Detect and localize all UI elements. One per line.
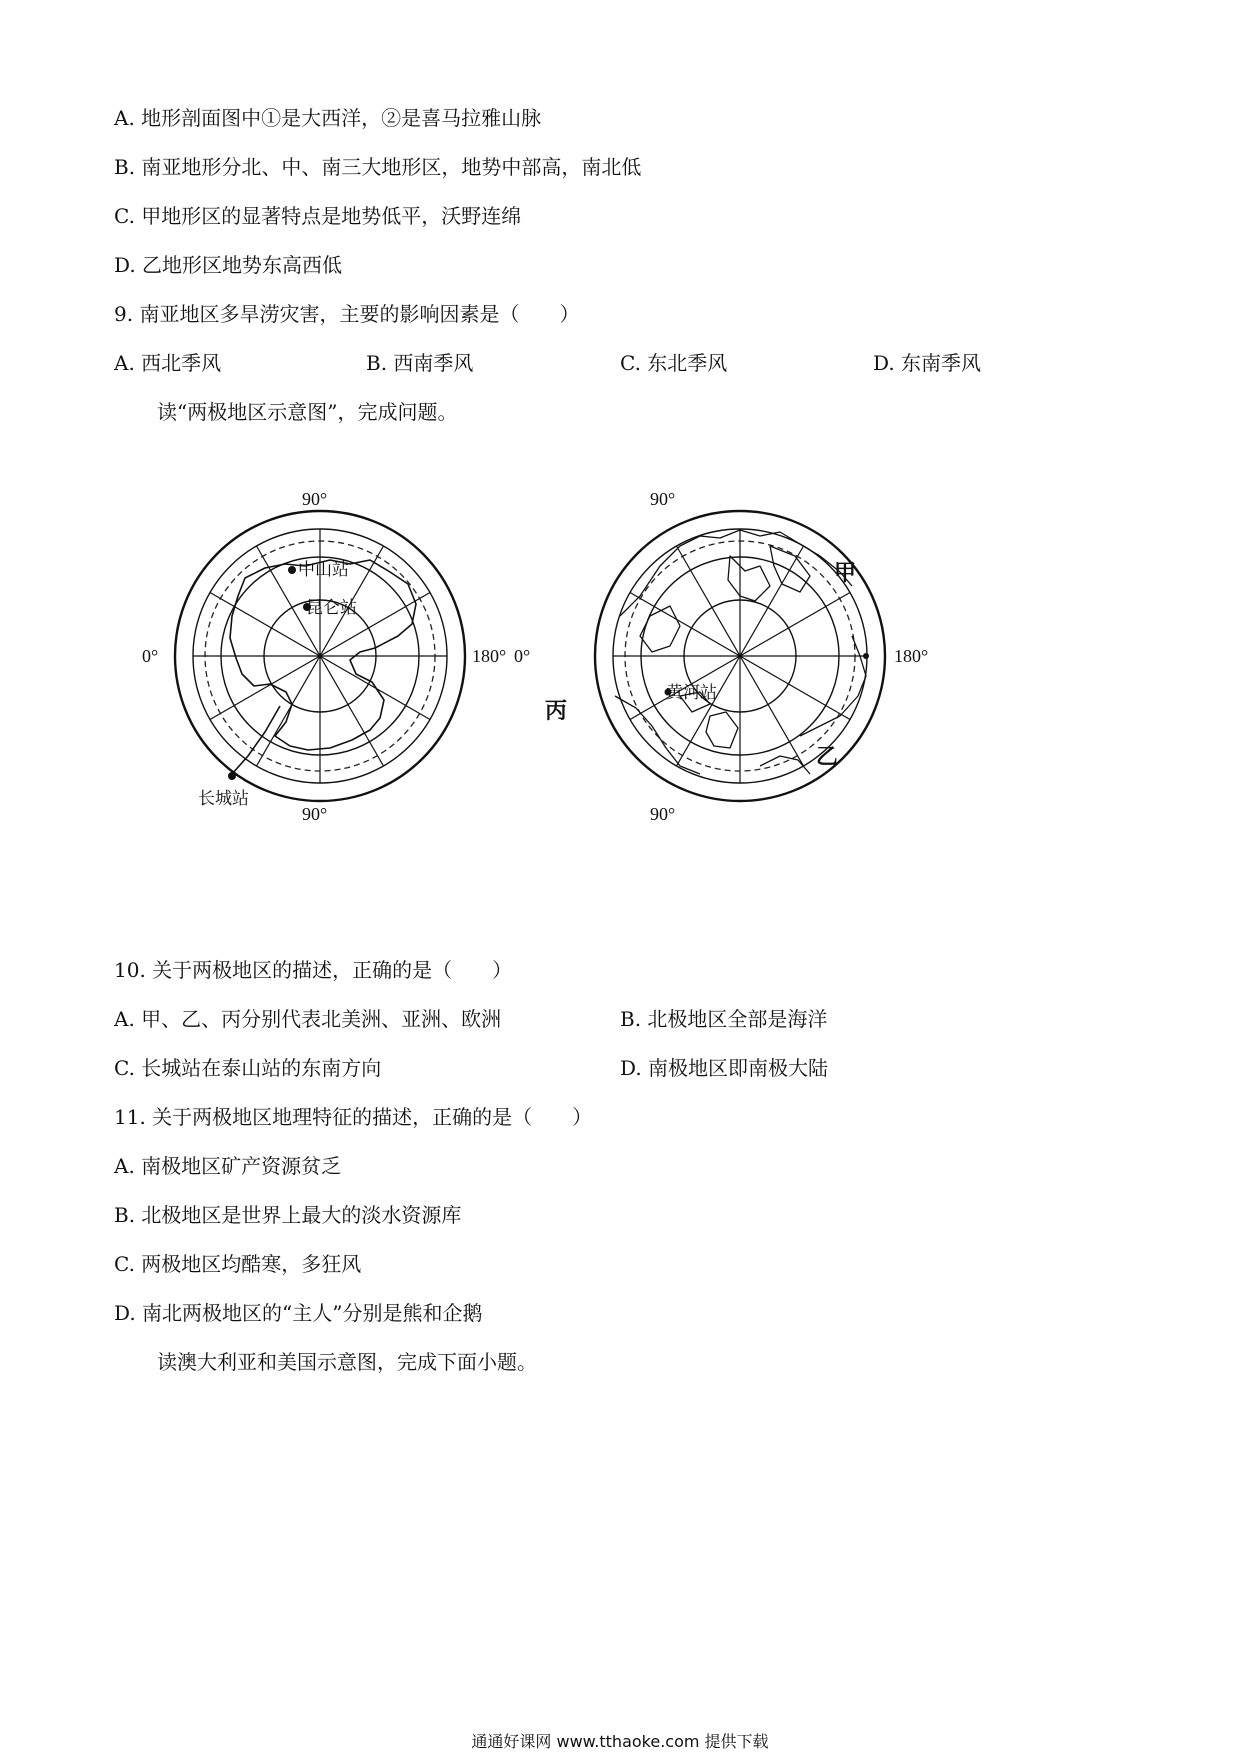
north-label-right: 180° <box>894 646 929 666</box>
north-label-bottom: 90° <box>650 804 676 824</box>
q9-stem: 9. 南亚地区多旱涝灾害，主要的影响因素是（ ） <box>114 302 580 326</box>
label-jia: 甲 <box>834 561 857 586</box>
south-label-bottom: 90° <box>302 804 328 824</box>
arctic-map <box>514 480 930 824</box>
north-label-top: 90° <box>650 489 676 509</box>
q9-option-d: D. 东南季风 <box>873 351 982 375</box>
q11-option-d: D. 南北两极地区的“主人”分别是熊和企鹅 <box>114 1301 483 1325</box>
station-kunlun: 昆仑站 <box>306 598 357 618</box>
q8-option-a: A. 地形剖面图中①是大西洋，②是喜马拉雅山脉 <box>114 106 542 130</box>
q10-option-a: A. 甲、乙、丙分别代表北美洲、亚洲、欧洲 <box>114 1007 502 1031</box>
south-label-right: 180° <box>472 646 507 666</box>
station-changcheng: 长城站 <box>198 789 249 809</box>
label-bing: 丙 <box>545 699 568 724</box>
q11-stem: 11. 关于两极地区地理特征的描述，正确的是（ ） <box>114 1105 593 1129</box>
q11-option-c: C. 两极地区均酷寒，多狂风 <box>114 1252 362 1276</box>
south-label-top: 90° <box>302 489 328 509</box>
q8-option-c: C. 甲地形区的显著特点是地势低平，沃野连绵 <box>114 204 522 228</box>
page-footer: 通通好课网 www.tthaoke.com 提供下载 <box>471 1732 769 1751</box>
q10-option-c: C. 长城站在泰山站的东南方向 <box>114 1056 382 1080</box>
q8-option-d: D. 乙地形区地势东高西低 <box>114 253 343 277</box>
south-label-left: 0° <box>142 646 159 666</box>
north-label-left: 0° <box>514 646 531 666</box>
q10-option-b: B. 北极地区全部是海洋 <box>620 1007 828 1031</box>
q8-option-b: B. 南亚地形分北、中、南三大地形区，地势中部高，南北低 <box>114 155 642 179</box>
q9-option-a: A. 西北季风 <box>114 351 222 375</box>
q11-option-a: A. 南极地区矿产资源贫乏 <box>114 1154 342 1178</box>
q11-option-b: B. 北极地区是世界上最大的淡水资源库 <box>114 1203 462 1227</box>
q10-stem: 10. 关于两极地区的描述，正确的是（ ） <box>114 958 513 982</box>
q9-option-c: C. 东北季风 <box>620 351 728 375</box>
intro-next: 读澳大利亚和美国示意图，完成下面小题。 <box>157 1350 537 1374</box>
q10-option-d: D. 南极地区即南极大陆 <box>620 1056 829 1080</box>
label-yi: 乙 <box>816 745 839 770</box>
station-zhongshan: 中山站 <box>298 560 349 580</box>
station-huanghe: 黄河站 <box>666 683 717 703</box>
antarctic-map <box>130 480 510 824</box>
q9-option-b: B. 西南季风 <box>366 351 474 375</box>
intro-polar: 读“两极地区示意图”，完成问题。 <box>157 400 458 424</box>
